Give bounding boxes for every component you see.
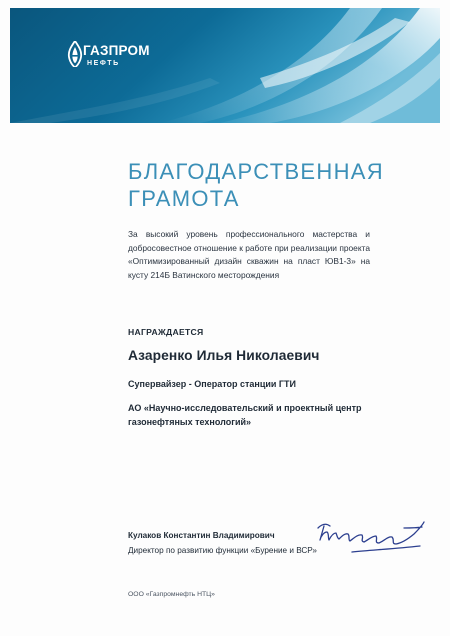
header-banner — [10, 8, 440, 123]
award-reason: За высокий уровень профессионального мастерства и добросовестное отношение к работе при реализации проекта «Оптимизированный дизайн скважин на пласт ЮВ1-3» на кусту 214Б Ватинского месторождения — [128, 229, 370, 280]
awarded-label: НАГРАЖДАЕТСЯ — [128, 327, 204, 337]
flame-icon — [67, 41, 83, 67]
title-line-1: БЛАГОДАРСТВЕННАЯ — [128, 159, 384, 184]
logo-sub-text: НЕФТЬ — [87, 60, 120, 67]
recipient-organization: АО «Научно-исследовательский и проектный центр газонефтяных технологий» — [128, 403, 362, 427]
certificate-title — [128, 158, 384, 212]
recipient-name: Азаренко Илья Николаевич — [128, 348, 320, 363]
gazprom-neft-logo — [65, 41, 155, 81]
handwritten-signature — [312, 514, 432, 566]
logo-brand-text: ГАЗПРОМ — [83, 43, 150, 58]
recipient-position: Супервайзер - Оператор станции ГТИ — [128, 379, 297, 389]
title-line-2: ГРАМОТА — [128, 186, 240, 211]
issuer-footer: ООО «Газпромнефть НТЦ» — [128, 591, 215, 598]
signer-title: Директор по развитию функции «Бурение и ВСР» — [128, 546, 317, 555]
signer-name: Кулаков Константин Владимирович — [128, 531, 275, 540]
